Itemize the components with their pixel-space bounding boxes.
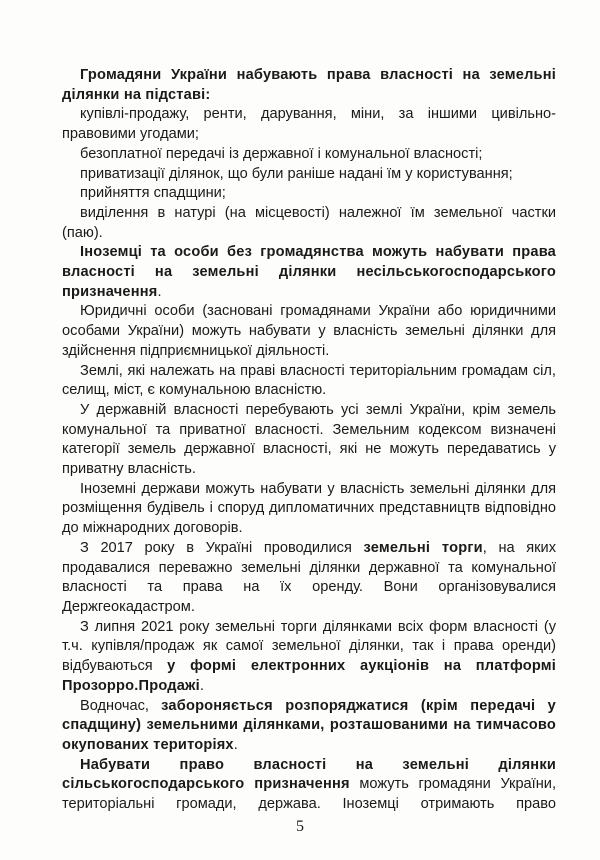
page-number: 5 bbox=[296, 818, 304, 835]
paragraph bbox=[62, 401, 556, 480]
paragraph bbox=[62, 243, 556, 302]
paragraph bbox=[62, 145, 556, 165]
paragraph bbox=[62, 165, 556, 185]
text: Юридичні особи (засновані громадянами України або юридичними особами України) можуть набувати у власність земельні ділянки для здійснення підприємницької діяльності. bbox=[62, 303, 556, 359]
page-body bbox=[62, 66, 556, 815]
text: У державній власності перебувають усі землі України, крім земель комунальної та приватної власності. Земельним кодексом визначені категорії земель державної власності, які не можуть передаватись у приватну власність. bbox=[62, 401, 556, 478]
bold-text: Іноземці та особи без громадянства можуть набувати права власності на земельні ділянки несільськогосподарського призначення bbox=[62, 244, 556, 300]
bold-text: у формі електронних аукціонів на платформі Прозорро.Продажі bbox=[62, 658, 557, 694]
bold-text: земельні торги bbox=[363, 539, 483, 556]
paragraph bbox=[62, 480, 556, 539]
bold-text: Набувати право власності на земельні ділянки сільськогосподарського призначення bbox=[62, 756, 556, 793]
paragraph bbox=[62, 105, 556, 144]
paragraph bbox=[62, 756, 556, 815]
paragraph bbox=[62, 697, 556, 756]
paragraph bbox=[62, 204, 556, 243]
paragraph bbox=[62, 618, 556, 697]
paragraph bbox=[62, 66, 556, 105]
text: безоплатної передачі із державної і комунальної власності; bbox=[80, 145, 483, 162]
text: виділення в натурі (на місцевості) належної їм земельної частки (паю). bbox=[62, 204, 556, 241]
text: З 2017 року в Україні проводилися bbox=[80, 539, 364, 556]
paragraph bbox=[62, 539, 556, 618]
text: . bbox=[199, 677, 204, 694]
text: З липня 2021 року земельні торги ділянками всіх форм власності (у т.ч. купівля/продаж як самої земельної ділянки, так і права оренди) відбуваються bbox=[62, 618, 556, 675]
bold-text: забороняється розпоряджатися (крім передачі у спадщину) земельними ділянками, розташованими на тимчасово окупованих територіях bbox=[62, 697, 557, 753]
text: Іноземні держави можуть набувати у власність земельні ділянки для розміщення будівель і споруд дипломатичних представництв відповідно до міжнародних договорів. bbox=[62, 480, 556, 537]
text: можуть громадяни України, територіальні громади, держава. Іноземці отримають право bbox=[62, 776, 556, 813]
text: Землі, які належать на праві власності територіальним громадам сіл, селищ, міст, є комунальною власністю. bbox=[62, 362, 556, 399]
text: Водночас, bbox=[80, 697, 162, 714]
paragraph bbox=[62, 184, 556, 204]
text: прийняття спадщини; bbox=[80, 185, 226, 202]
paragraph bbox=[62, 362, 556, 401]
text: купівлі-продажу, ренти, дарування, міни, за іншими цивільно-правовими угодами; bbox=[62, 106, 556, 143]
text: . bbox=[157, 283, 162, 300]
text: . bbox=[233, 736, 238, 753]
bold-text: Громадяни України набувають права власності на земельні ділянки на підставі: bbox=[62, 67, 556, 103]
paragraph bbox=[62, 302, 556, 361]
text: приватизації ділянок, що були раніше надані їм у користування; bbox=[80, 165, 513, 182]
text: , на яких продавалися переважно земельні ділянки державної та комунальної власності та права на їх оренду. Вони організовувалися Держгеокадастром. bbox=[62, 539, 556, 615]
